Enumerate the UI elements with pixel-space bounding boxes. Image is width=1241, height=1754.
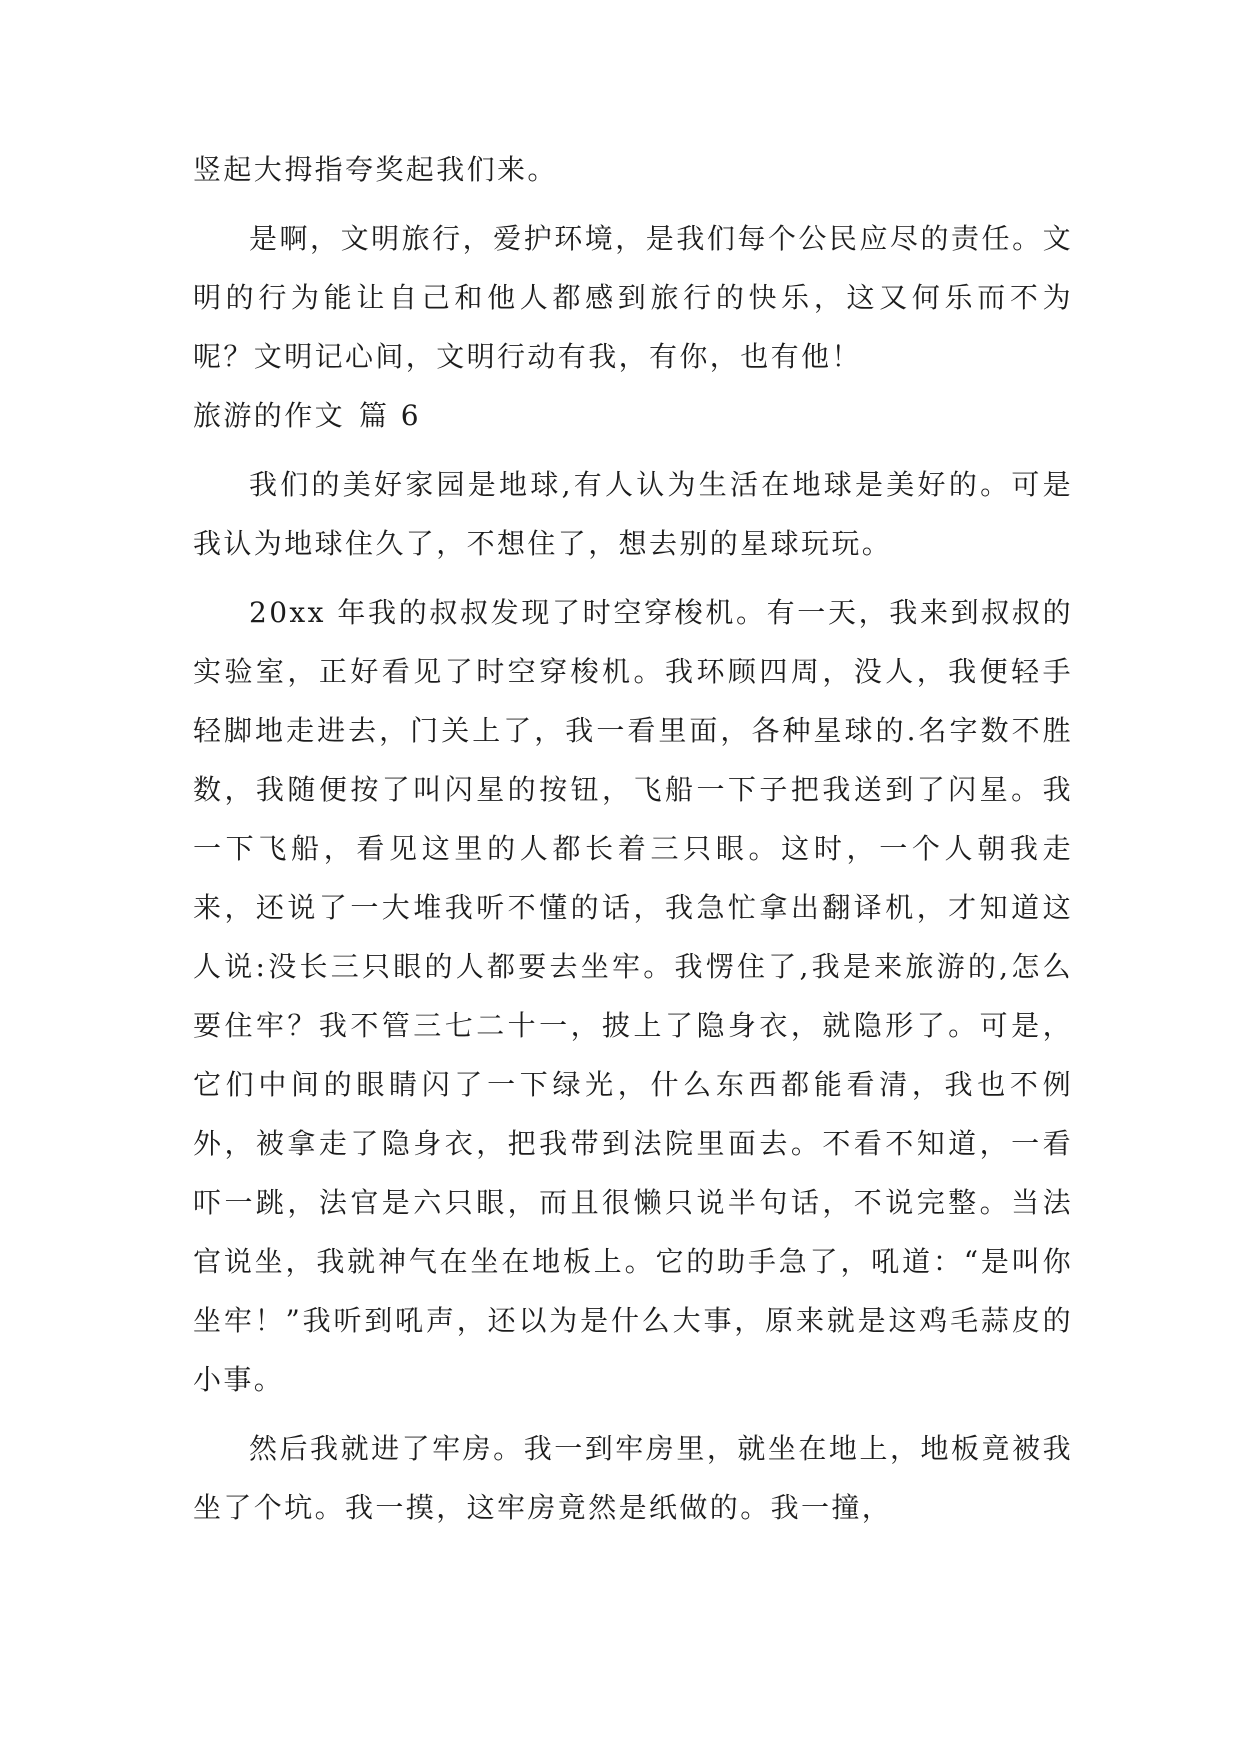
paragraph-prison: 然后我就进了牢房。我一到牢房里，就坐在地上，地板竟被我坐了个坑。我一摸，这牢房竟然是纸做的。我一撞， xyxy=(193,1432,1073,1524)
paragraph-earth: 我们的美好家园是地球,有人认为生活在地球是美好的。可是我认为地球住久了，不想住了，想去别的星球玩玩。 xyxy=(193,468,1073,560)
heading-section-number: 篇 6 xyxy=(359,399,421,432)
paragraph-civilized-travel: 是啊，文明旅行，爱护环境，是我们每个公民应尽的责任。文明的行为能让自己和他人都感到旅行的快乐，这又何乐而不为呢？文明记心间，文明行动有我，有你，也有他！ xyxy=(193,222,1073,373)
heading-title: 旅游的作文 xyxy=(193,399,346,432)
paragraph-time-machine: 20xx 年我的叔叔发现了时空穿梭机。有一天，我来到叔叔的实验室，正好看见了时空穿梭机。我环顾四周，没人，我便轻手轻脚地走进去，门关上了，我一看里面，各种星球的.名字数不胜数，我随便按了叫闪星的按钮，飞船一下子把我送到了闪星。我一下飞船，看见这里的人都长着三只眼。这时，一个人朝我走来，还说了一大堆我听不懂的话，我急忙拿出翻译机，才知道这人说:没长三只眼的人都要去坐牢。我愣住了,我是来旅游的,怎么要住牢？我不管三七二十一，披上了隐身衣，就隐形了。可是，它们中间的眼睛闪了一下绿光，什么东西都能看清，我也不例外，被拿走了隐身衣，把我带到法院里面去。不看不知道，一看吓一跳，法官是六只眼，而且很懒只说半句话，不说完整。当法官说坐，我就神气在坐在地板上。它的助手急了，吼道：“是叫你坐牢！”我听到吼声，还以为是什么大事，原来就是这鸡毛蒜皮的小事。 xyxy=(193,596,1073,1396)
document-page xyxy=(193,140,1073,1537)
continuation-text: 竖起大拇指夸奖起我们来。 xyxy=(193,153,558,186)
section-heading xyxy=(193,386,1073,445)
